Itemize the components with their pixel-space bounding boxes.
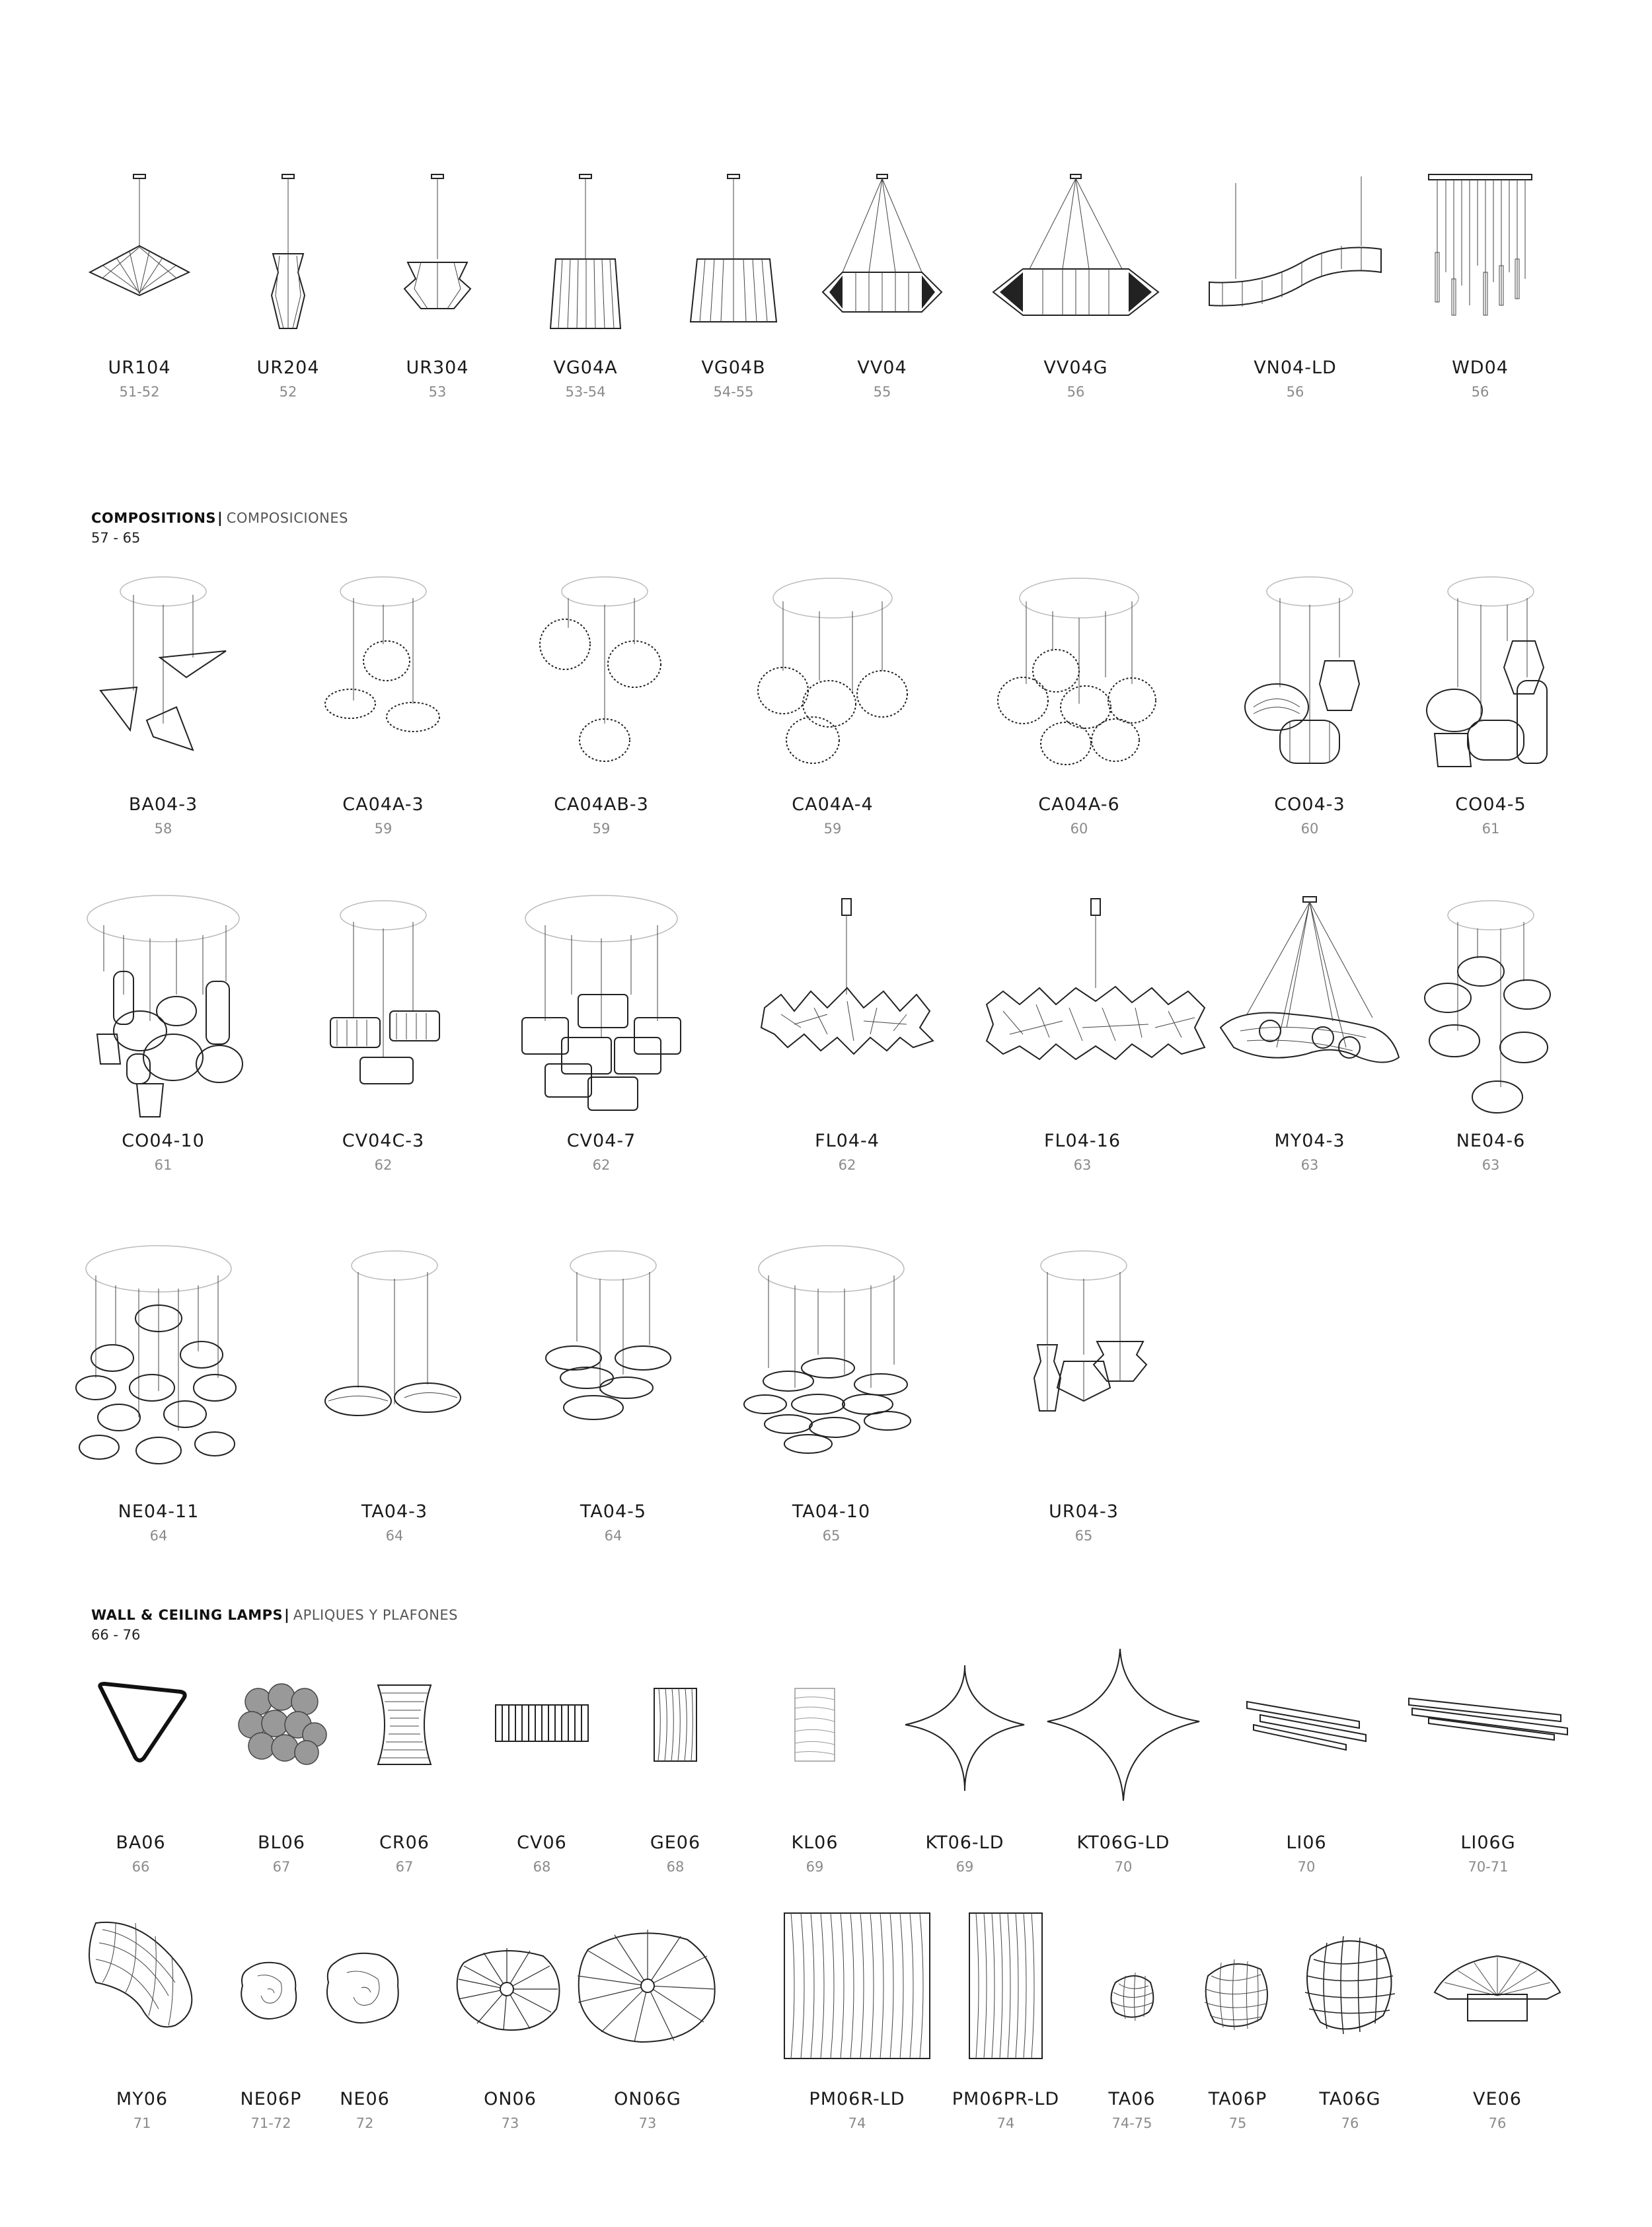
- product-kt06g-ld[interactable]: [1024, 1642, 1222, 1877]
- product-code: NE04-11: [118, 1501, 200, 1522]
- ne04-11-composition-icon: [73, 1246, 244, 1477]
- kt06-ld-lamp-icon: [899, 1652, 1031, 1804]
- product-code: CV04C-3: [342, 1131, 425, 1151]
- product-pages: 56: [1067, 384, 1085, 400]
- product-pages: 60: [1070, 821, 1088, 837]
- ca04a-6-composition-icon: [993, 572, 1165, 770]
- product-pages: 53: [428, 384, 447, 400]
- product-code: GE06: [650, 1832, 701, 1853]
- product-pages: 60: [1300, 821, 1319, 837]
- product-code: MY06: [116, 2089, 169, 2109]
- product-code: UR204: [256, 358, 320, 378]
- ba04-3-composition-icon: [87, 572, 239, 770]
- product-code: PM06PR-LD: [952, 2089, 1060, 2109]
- section-title: WALL & CEILING LAMPS: [91, 1607, 283, 1623]
- product-my04-3[interactable]: [1211, 895, 1409, 1175]
- ta04-3-composition-icon: [319, 1246, 470, 1477]
- product-pages: 69: [956, 1859, 974, 1875]
- product-pages: 52: [279, 384, 297, 400]
- product-co04-3[interactable]: [1211, 572, 1409, 839]
- product-pages: 62: [374, 1157, 393, 1173]
- product-pages: 51-52: [119, 384, 160, 400]
- product-code: NE04-6: [1456, 1131, 1526, 1151]
- product-code: CA04A-3: [342, 794, 424, 815]
- product-code: TA06P: [1208, 2089, 1267, 2109]
- section-subtitle: COMPOSICIONES: [226, 510, 348, 526]
- product-pages: 59: [374, 821, 393, 837]
- product-pages: 59: [823, 821, 842, 837]
- product-fl04-4[interactable]: [748, 895, 946, 1175]
- product-ca04a-4[interactable]: [733, 572, 932, 839]
- vv04-lamp-icon: [816, 173, 948, 338]
- product-pages: 62: [838, 1157, 856, 1173]
- product-pages: 63: [1073, 1157, 1092, 1173]
- product-fl04-16[interactable]: [983, 895, 1182, 1175]
- product-code: TA06G: [1319, 2089, 1381, 2109]
- wd04-lamp-icon: [1421, 173, 1540, 338]
- product-code: KL06: [791, 1832, 839, 1853]
- vg04a-lamp-icon: [529, 173, 642, 338]
- product-code: CA04A-4: [792, 794, 874, 815]
- product-code: VN04-LD: [1254, 358, 1337, 378]
- vg04b-lamp-icon: [677, 173, 790, 338]
- product-ca04a-3[interactable]: [284, 572, 482, 839]
- wall-section-header: [91, 1607, 458, 1643]
- section-title: COMPOSITIONS: [91, 510, 217, 526]
- product-pages: 65: [822, 1528, 841, 1544]
- product-code: PM06R-LD: [809, 2089, 905, 2109]
- product-pages: 70-71: [1468, 1859, 1509, 1875]
- product-code: CO04-10: [122, 1131, 205, 1151]
- product-pages: 59: [592, 821, 611, 837]
- product-pages: 62: [592, 1157, 611, 1173]
- co04-5-composition-icon: [1415, 572, 1567, 770]
- product-code: NE06P: [240, 2089, 302, 2109]
- product-code: CV04-7: [566, 1131, 636, 1151]
- section-page-range: 57 - 65: [91, 530, 141, 546]
- product-pages: 74: [996, 2115, 1015, 2131]
- product-li06g[interactable]: [1389, 1672, 1587, 1877]
- ca04ab-3-composition-icon: [525, 572, 677, 770]
- product-ba04-3[interactable]: [64, 572, 262, 839]
- section-subtitle: APLIQUES Y PLAFONES: [293, 1607, 459, 1623]
- product-pages: 64: [604, 1528, 622, 1544]
- ur104-lamp-icon: [83, 173, 196, 338]
- product-vv04g[interactable]: [977, 173, 1175, 402]
- product-ca04ab-3[interactable]: [502, 572, 700, 839]
- product-pages: 76: [1488, 2115, 1507, 2131]
- section-separator: |: [217, 510, 223, 526]
- product-pages: 73: [501, 2115, 519, 2131]
- product-pages: 54-55: [713, 384, 754, 400]
- ve06-lamp-icon: [1425, 1910, 1570, 2088]
- li06-lamp-icon: [1240, 1672, 1372, 1804]
- product-code: TA04-10: [792, 1501, 871, 1522]
- on06g-lamp-icon: [568, 1910, 727, 2088]
- product-pages: 74: [848, 2115, 866, 2131]
- li06g-lamp-icon: [1402, 1672, 1574, 1804]
- ur204-lamp-icon: [232, 173, 344, 338]
- product-pages: 71: [133, 2115, 151, 2131]
- product-pages: 67: [272, 1859, 291, 1875]
- product-pages: 61: [1482, 821, 1500, 837]
- product-pages: 73: [638, 2115, 657, 2131]
- product-code: LI06: [1286, 1832, 1327, 1853]
- product-pages: 69: [806, 1859, 824, 1875]
- product-ne04-11[interactable]: [59, 1246, 258, 1546]
- co04-10-composition-icon: [77, 895, 249, 1120]
- ca04a-4-composition-icon: [747, 572, 919, 770]
- vv04g-lamp-icon: [990, 173, 1162, 338]
- product-pages: 67: [395, 1859, 414, 1875]
- product-ur04-3[interactable]: [985, 1246, 1183, 1546]
- ur04-3-composition-icon: [1008, 1246, 1160, 1477]
- product-code: KT06-LD: [925, 1832, 1004, 1853]
- product-pages: 61: [154, 1157, 172, 1173]
- product-code: VV04G: [1043, 358, 1108, 378]
- ne06-lamp-icon: [315, 1910, 414, 2088]
- product-vn04-ld[interactable]: [1196, 173, 1394, 402]
- product-code: ON06: [484, 2089, 537, 2109]
- vn04-ld-lamp-icon: [1203, 173, 1388, 338]
- product-code: VE06: [1473, 2089, 1522, 2109]
- product-pages: 63: [1300, 1157, 1319, 1173]
- product-code: VV04: [857, 358, 907, 378]
- product-pages: 68: [533, 1859, 551, 1875]
- product-pages: 70: [1297, 1859, 1316, 1875]
- product-pages: 55: [873, 384, 891, 400]
- product-pages: 64: [149, 1528, 168, 1544]
- product-wd04[interactable]: [1381, 173, 1579, 402]
- product-code: CO04-3: [1274, 794, 1345, 815]
- ta04-10-composition-icon: [745, 1246, 917, 1477]
- product-code: NE06: [340, 2089, 390, 2109]
- product-code: BA04-3: [128, 794, 198, 815]
- product-code: MY04-3: [1274, 1131, 1345, 1151]
- product-code: BL06: [258, 1832, 305, 1853]
- fl04-4-composition-icon: [755, 895, 940, 1120]
- product-code: FL04-16: [1043, 1131, 1121, 1151]
- product-ta04-3[interactable]: [295, 1246, 494, 1546]
- ca04a-3-composition-icon: [307, 572, 459, 770]
- product-ca04a-6[interactable]: [980, 572, 1178, 839]
- product-vv04[interactable]: [783, 173, 981, 402]
- product-code: UR04-3: [1049, 1501, 1119, 1522]
- ur304-lamp-icon: [381, 173, 494, 338]
- ta06g-lamp-icon: [1297, 1910, 1403, 2088]
- product-pages: 74-75: [1111, 2115, 1152, 2131]
- product-pages: 68: [666, 1859, 685, 1875]
- product-code: BA06: [116, 1832, 166, 1853]
- product-code: VG04A: [553, 358, 618, 378]
- product-on06g[interactable]: [548, 1910, 747, 2133]
- product-code: LI06G: [1460, 1832, 1516, 1853]
- product-pages: 53-54: [565, 384, 606, 400]
- fl04-16-composition-icon: [983, 895, 1208, 1120]
- product-code: TA06: [1108, 2089, 1156, 2109]
- ne04-6-composition-icon: [1415, 895, 1567, 1120]
- product-pages: 56: [1286, 384, 1304, 400]
- kl06-lamp-icon: [755, 1672, 874, 1804]
- product-li06[interactable]: [1207, 1672, 1406, 1877]
- product-code: TA04-5: [580, 1501, 647, 1522]
- section-page-range: 66 - 76: [91, 1627, 141, 1643]
- compositions-section-header: [91, 510, 348, 546]
- product-code: CA04AB-3: [554, 794, 649, 815]
- product-code: CV06: [517, 1832, 567, 1853]
- product-ne04-6[interactable]: [1392, 895, 1590, 1175]
- product-ta04-10[interactable]: [732, 1246, 930, 1546]
- product-code: CA04A-6: [1038, 794, 1120, 815]
- co04-3-composition-icon: [1234, 572, 1386, 770]
- cv04-7-composition-icon: [515, 895, 687, 1120]
- product-code: WD04: [1452, 358, 1509, 378]
- product-pages: 56: [1471, 384, 1489, 400]
- product-code: CO04-5: [1455, 794, 1526, 815]
- product-ve06[interactable]: [1398, 1910, 1596, 2133]
- product-code: TA04-3: [361, 1501, 428, 1522]
- product-cv04-7[interactable]: [502, 895, 700, 1175]
- product-code: ON06G: [614, 2089, 681, 2109]
- ta04-5-composition-icon: [537, 1246, 689, 1477]
- product-cv04c-3[interactable]: [284, 895, 482, 1175]
- product-code: FL04-4: [815, 1131, 880, 1151]
- product-code: KT06G-LD: [1076, 1832, 1170, 1853]
- kt06g-ld-lamp-icon: [1044, 1642, 1203, 1804]
- product-code: UR304: [406, 358, 469, 378]
- product-pages: 75: [1228, 2115, 1247, 2131]
- section-separator: |: [284, 1607, 289, 1623]
- product-pages: 64: [385, 1528, 404, 1544]
- cv04c-3-composition-icon: [307, 895, 459, 1120]
- product-pages: 72: [356, 2115, 374, 2131]
- product-code: VG04B: [701, 358, 766, 378]
- product-pages: 71-72: [250, 2115, 291, 2131]
- product-pages: 66: [131, 1859, 150, 1875]
- product-pages: 70: [1114, 1859, 1133, 1875]
- my04-3-composition-icon: [1214, 895, 1406, 1120]
- product-code: CR06: [379, 1832, 430, 1853]
- product-pages: 65: [1074, 1528, 1093, 1544]
- product-ta04-5[interactable]: [514, 1246, 712, 1546]
- product-code: UR104: [108, 358, 171, 378]
- product-pages: 63: [1482, 1157, 1500, 1173]
- product-pages: 76: [1341, 2115, 1359, 2131]
- product-co04-10[interactable]: [64, 895, 262, 1175]
- product-co04-5[interactable]: [1392, 572, 1590, 839]
- product-pages: 58: [154, 821, 172, 837]
